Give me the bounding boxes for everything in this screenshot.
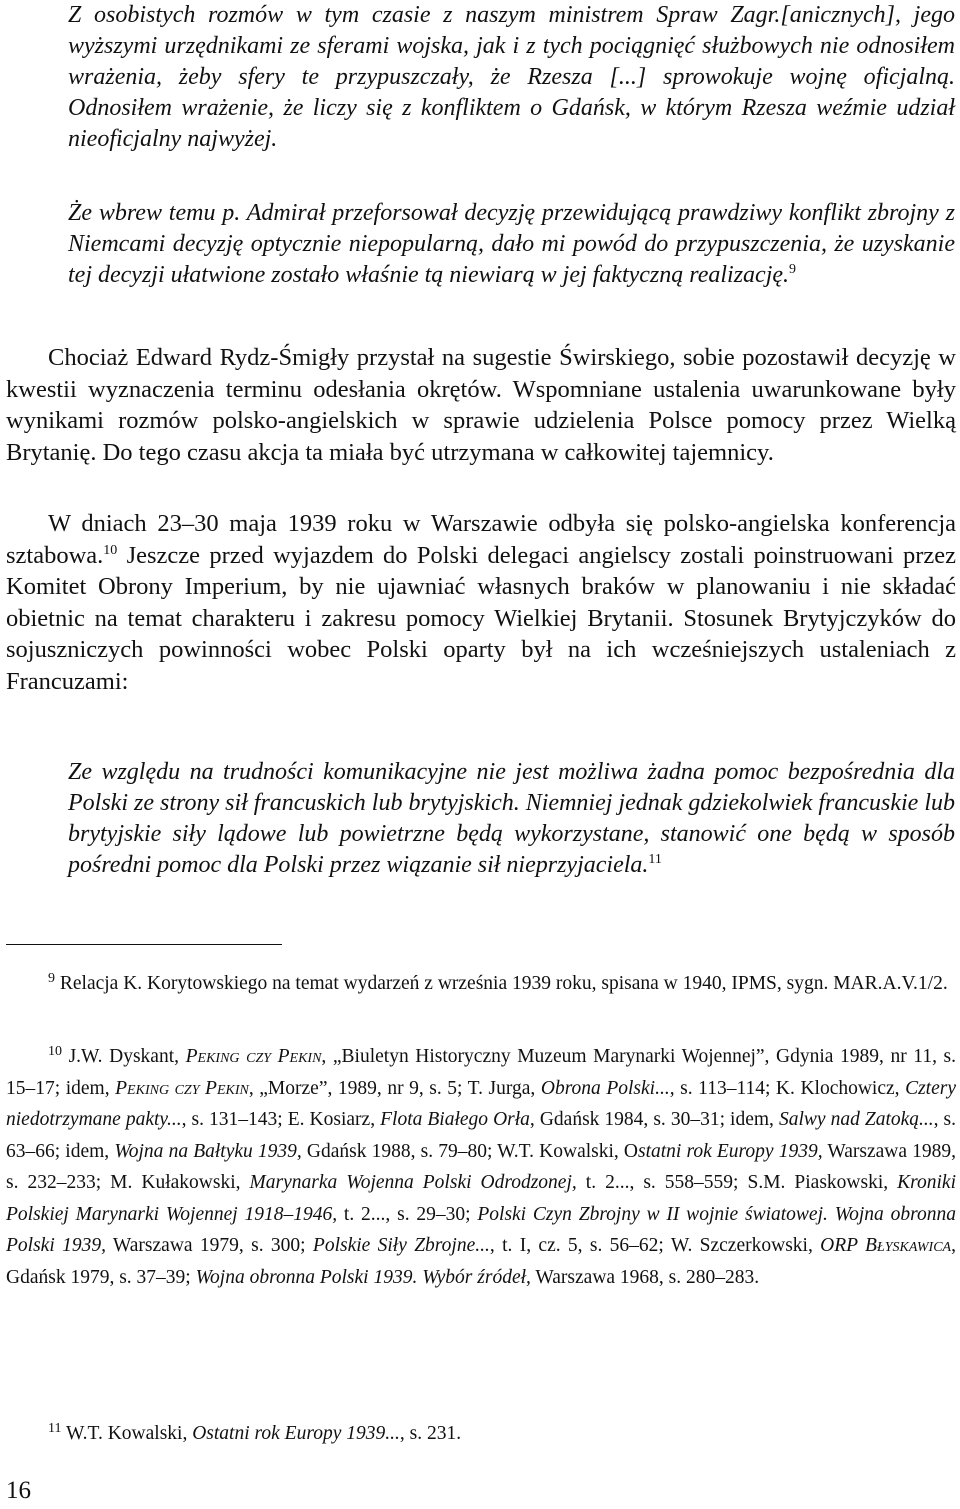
body-text: Chociaż Edward Rydz-Śmigły przystał na sugestie Świrskiego, sobie pozostawił decyzję w kwestii wyznaczenia terminu odesłania okrętów. Wspomniane ustalenia uwarunkowane były wynikami rozmów polsko-angielskich w sprawie udzielenia Polsce pomocy przez Wielką Brytanię. Do tego czasu akcja ta miała być utrzymana w całkowitej tajemnicy.: [6, 344, 956, 466]
quote-block-2: [68, 757, 955, 881]
footnote-text: Warszawa 1989, s. 232–233; M. Kułakowski,: [6, 1140, 956, 1193]
footnote-text: t. 2..., s. 29–30;: [337, 1203, 478, 1225]
footnote-text: Warszawa 1979, s. 300;: [105, 1235, 313, 1256]
footnote-text: , s. 231.: [399, 1423, 462, 1444]
footnote-separator: [6, 944, 282, 945]
footnote-11: $^{11}$ W.T. Kowalski, Ostatni rok Europy 1939..., s. 231.: [48, 1420, 462, 1444]
footnote-text: , Gdańsk 1979, s. 37–39;: [6, 1235, 956, 1288]
footnote-text: , „Morze”, 1989, nr 9, s. 5; T. Jurga,: [248, 1077, 541, 1099]
footnote-text: , Gdańsk 1984, s. 30–31; idem,: [529, 1109, 779, 1130]
footnote-text: , s. 113–114; K. Klochowicz,: [669, 1077, 906, 1099]
footnote-ref-11: 11: [648, 852, 662, 867]
footnote-text: t. 2..., s. 558–559; S.M. Piaskowski,: [576, 1172, 898, 1193]
footnote-title: Flota Białego Orła: [380, 1109, 530, 1130]
footnote-ref-10: 10: [103, 542, 118, 558]
body-text: Jeszcze przed wyjazdem do Polski delegaci angielscy zostali poinstruowani przez Komitet Obrony Imperium, by nie ujawniać własnych braków w planowaniu i nie składać obietnic na temat charakteru i zakresu pomocy Wielkiej Brytanii. Stosunek Brytyjczyków do sojuszniczych powinności wobec Polski oparty był na ich wcześniejszych ustaleniach z Francuzami:: [6, 541, 956, 695]
footnote-title: Peking czy Pekin: [185, 1046, 322, 1067]
page-number: 16: [6, 1477, 31, 1504]
footnote-title: Obrona Polski...: [540, 1077, 670, 1099]
footnote-title: Kroniki Polskiej Marynarki Wojennej 1918–1946,: [6, 1172, 957, 1225]
body-paragraph-1: [6, 342, 956, 468]
footnote-ref-9: 9: [789, 262, 797, 277]
footnote-title: Polski Czyn Zbrojny w II wojnie światowej. Wojna obronna Polski 1939,: [6, 1203, 956, 1256]
quote-text: Ze względu na trudności komunikacyjne nie jest możliwa żadna pomoc bezpośrednia dla Polski ze strony sił francuskich lub brytyjskich. Niemniej jednak gdziekolwiek francuskie lub brytyjskie siły lądowe lub powietrzne będą wykorzystane, stanowić one będą w sposób pośredni pomoc dla Polski przez wiązanie sił nieprzyjaciela.: [68, 759, 955, 878]
footnote-title: Wojna obronna Polski 1939. Wybór źródeł,: [195, 1266, 531, 1288]
footnote-text: , s. 131–143; E. Kosiarz,: [181, 1109, 381, 1130]
footnote-title: Cztery niedotrzymane pakty...: [6, 1077, 956, 1130]
footnote-text: Relacja K. Korytowskiego na temat wydarzeń z września 1939 roku, spisana w 1940, IPMS, sygn. MAR.A.V.1/2.: [59, 973, 948, 994]
footnote-title: Marynarka Wojenna Polski Odrodzonej,: [249, 1172, 577, 1193]
footnote-text: J.W. Dyskant,: [68, 1046, 186, 1067]
body-text: W dniach 23–30 maja 1939 roku w Warszawie odbyła się polsko-angielska konferencja sztabowa.: [6, 510, 956, 569]
footnote-title: Peking czy Pekin: [115, 1077, 249, 1099]
footnote-title: Polskie Siły Zbrojne...: [312, 1235, 490, 1256]
footnote-title: Ostatni rok Europy 1939...: [192, 1423, 400, 1444]
body-paragraph-2: [6, 508, 956, 697]
footnote-text: Gdańsk 1988, s. 79–80; W.T. Kowalski, O: [301, 1140, 638, 1162]
footnote-text: Warszawa 1968, s. 280–283.: [530, 1266, 760, 1288]
footnote-title: Wojna na Bałtyku 1939,: [114, 1140, 302, 1162]
footnote-title: Salwy nad Zatoką...: [778, 1109, 934, 1130]
footnote-text: W.T. Kowalski,: [66, 1423, 193, 1444]
quote-korytowski-paragraph-1: [68, 0, 955, 155]
footnote-title: ORP Błyskawica: [820, 1235, 952, 1256]
footnote-title: statni rok Europy 1939,: [638, 1140, 823, 1162]
footnote-text: , s. 63–66; idem,: [6, 1109, 957, 1162]
footnote-10: $^{10}$ J.W. Dyskant, Peking czy Pekin, „Biuletyn Historyczny Muzeum Marynarki Wojennej”, Gdynia 1989, nr 11, s. 15–17; idem, Peking czy Pekin, „Morze”, 1989, nr 9, s. 5; T. Jurga, Obrona Polski..., s. 113–114; K. Klochowicz, Cztery niedotrzymane pakty..., s. 131–143; E. Kosiarz, Flota Białego Orła, Gdańsk 1984, s. 30–31; idem, Salwy nad Zatoką..., s. 63–66; idem, Wojna na Bałtyku 1939, Gdańsk 1988, s. 79–80; W.T. Kowalski, Ostatni rok Europy 1939, Warszawa 1989, s. 232–233; M. Kułakowski, Marynarka Wojenna Polski Odrodzonej, t. 2..., s. 558–559; S.M. Piaskowski, Kroniki Polskiej Marynarki Wojennej 1918–1946, t. 2..., s. 29–30; Polski Czyn Zbrojny w II wojnie światowej. Wojna obronna Polski 1939, Warszawa 1979, s. 300; Polskie Siły Zbrojne..., t. I, cz. 5, s. 56–62; W. Szczerkowski, ORP Błyskawica, Gdańsk 1979, s. 37–39; Wojna obronna Polski 1939. Wybór źródeł, Warszawa 1968, s. 280–283.: [6, 1043, 957, 1288]
quote-text: Z osobistych rozmów w tym czasie z naszym ministrem Spraw Zagr.[anicznych], jego wyższymi urzędnikami ze sferami wojska, jak i z tych pociągnięć służbowych nie odnosiłem wrażenia, żeby sfery te przypuszczały, że Rzesza [...] sprowokuje wojnę oficjalną. Odnosiłem wrażenie, że liczy się z konfliktem o Gdańsk, w którym Rzesza weźmie udział nieoficjalny najwyżej.: [68, 2, 955, 152]
footnote-text: , „Biuletyn Historyczny Muzeum Marynarki Wojennej”, Gdynia 1989, nr 11, s. 15–17; idem,: [6, 1046, 957, 1099]
quote-korytowski-paragraph-2: [68, 198, 955, 291]
footnote-text: , t. I, cz. 5, s. 56–62; W. Szczerkowski,: [489, 1235, 821, 1256]
quote-text: Że wbrew temu p. Admirał przeforsował decyzję przewidującą prawdziwy konflikt zbrojny z Niemcami decyzję optycznie niepopularną, dało mi powód do przypuszczenia, że uzyskanie tej decyzji ułatwione zostało właśnie tą niewiarą w jej faktyczną realizację.: [68, 200, 955, 288]
footnote-9: $^9$ Relacja K. Korytowskiego na temat wydarzeń z września 1939 roku, spisana w 1940, IPMS, sygn. MAR.A.V.1/2.: [48, 970, 948, 994]
